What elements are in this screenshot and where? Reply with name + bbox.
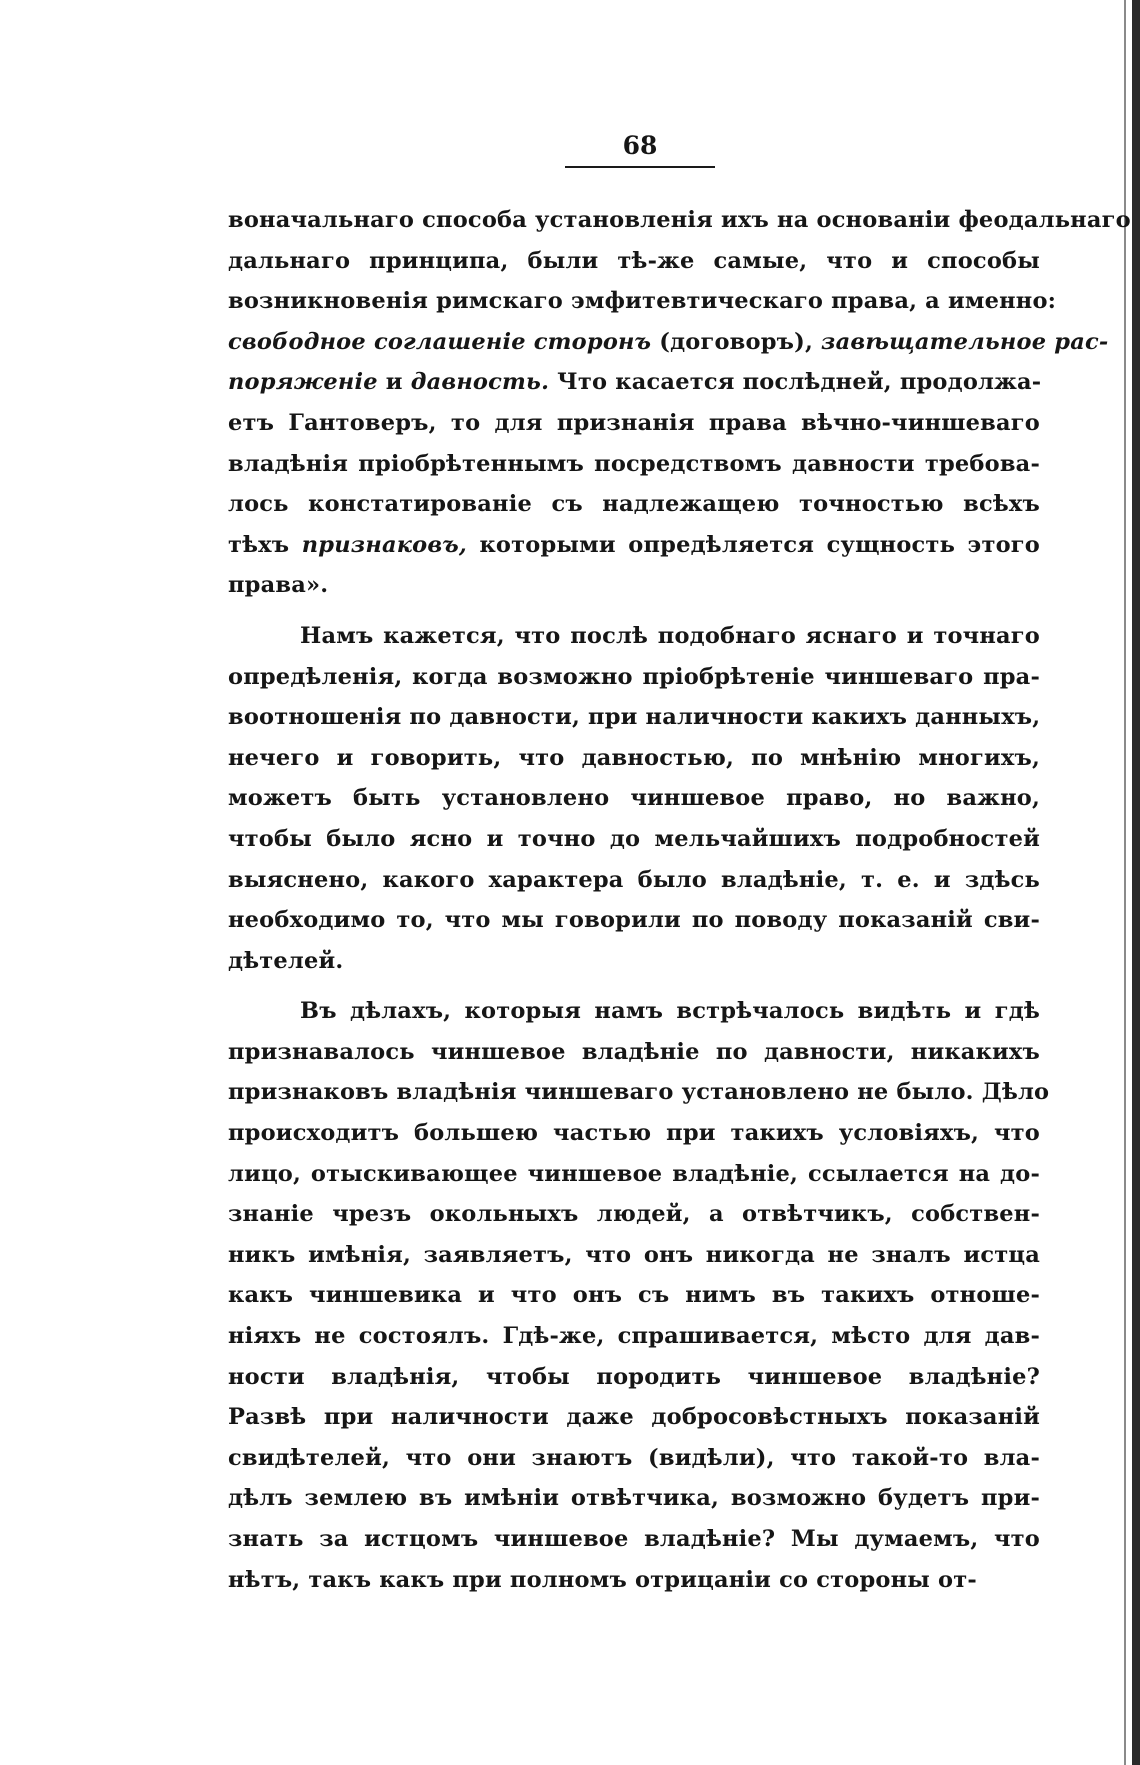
- text-line: [228, 1072, 1050, 1113]
- text-line: [228, 1032, 1040, 1073]
- text-line: [228, 444, 1040, 485]
- text-segment: дальнаго принципа, были тѣ-же самые, что и способы: [228, 247, 1040, 274]
- text-segment: Намъ кажется, что послѣ подобнаго яснаго и точнаго: [300, 622, 1040, 649]
- text-line: [228, 1275, 1040, 1316]
- text-segment: ности владѣнія, чтобы породить чиншевое владѣніе?: [228, 1363, 1040, 1390]
- paragraph-gap: [228, 981, 1040, 991]
- text-line: [228, 200, 1131, 241]
- text-segment: можетъ быть установлено чиншевое право, но важно,: [228, 785, 1040, 812]
- text-line: [228, 484, 1040, 525]
- text-line: [228, 1235, 1040, 1276]
- text-line: [228, 362, 1040, 403]
- text-line: [228, 1316, 1040, 1357]
- text-segment: дѣлъ землею въ имѣніи отвѣтчика, возможно будетъ при-: [228, 1485, 1040, 1512]
- text-segment: признаковъ владѣнія чиншеваго установлено не было. Дѣло: [228, 1079, 1050, 1106]
- text-line: [228, 1560, 1040, 1601]
- text-line: [228, 1519, 1040, 1560]
- paragraph: [228, 616, 1040, 981]
- text-segment: Что касается послѣдней, продолжа-: [549, 369, 1042, 396]
- text-segment: никъ имѣнія, заявляетъ, что онъ никогда не зналъ истца: [228, 1241, 1040, 1268]
- text-line: [228, 991, 1040, 1032]
- page-edge-line: [1124, 0, 1126, 1765]
- text-segment: воотношенія по давности, при наличности какихъ данныхъ,: [228, 704, 1041, 731]
- italic-text: поряженіе: [228, 369, 378, 396]
- text-line: [228, 565, 1040, 606]
- text-segment: происходитъ большею частью при такихъ условіяхъ, что: [228, 1120, 1040, 1147]
- text-segment: необходимо то, что мы говорили по поводу показаній сви-: [228, 907, 1040, 934]
- text-line: [228, 778, 1040, 819]
- paragraph: [228, 200, 1131, 606]
- text-line: [228, 941, 1040, 982]
- text-segment: воначальнаго способа установленія ихъ на основаніи феодальнаго: [228, 207, 1131, 233]
- text-segment: (договоръ),: [651, 328, 822, 355]
- text-line: [228, 657, 1040, 698]
- text-line: [228, 616, 1040, 657]
- text-segment: етъ Гантоверъ, то для признанія права вѣчно-чиншеваго: [228, 409, 1040, 436]
- text-line: [228, 1397, 1040, 1438]
- text-segment: признавалось чиншевое владѣніе по давности, никакихъ: [228, 1038, 1040, 1065]
- text-line: [228, 525, 1040, 566]
- text-segment: лось констатированіе съ надлежащею точностью всѣхъ: [228, 491, 1040, 518]
- text-line: [228, 1478, 1040, 1519]
- body-text: [228, 200, 1131, 1600]
- text-line: [228, 1194, 1040, 1235]
- italic-text: завѣщательное рас-: [821, 328, 1109, 355]
- text-line: [228, 1113, 1040, 1154]
- text-line: [228, 322, 1109, 363]
- text-segment: нѣтъ, такъ какъ при полномъ отрицаніи со стороны от-: [228, 1566, 977, 1593]
- text-segment: которыми опредѣляется сущность этого: [466, 531, 1040, 558]
- text-segment: лицо, отыскивающее чиншевое владѣніе, ссылается на до-: [228, 1160, 1040, 1187]
- text-line: [228, 819, 1040, 860]
- text-segment: опредѣленія, когда возможно пріобрѣтеніе чиншеваго пра-: [228, 663, 1040, 690]
- text-segment: нечего и говорить, что давностью, по мнѣнію многихъ,: [228, 744, 1040, 771]
- text-line: [228, 900, 1040, 941]
- text-segment: и: [377, 369, 411, 396]
- page-number-rule: [565, 166, 715, 168]
- text-line: [228, 241, 1040, 282]
- text-segment: права».: [228, 572, 329, 599]
- text-segment: Въ дѣлахъ, которыя намъ встрѣчалось видѣть и гдѣ: [300, 998, 1040, 1025]
- text-segment: тѣхъ: [228, 531, 302, 558]
- text-segment: Развѣ при наличности даже добросовѣстныхъ показаній: [228, 1404, 1040, 1431]
- text-line: [228, 1438, 1040, 1479]
- paragraph-gap: [228, 606, 1040, 616]
- text-segment: дѣтелей.: [228, 947, 344, 974]
- text-line: [228, 738, 1040, 779]
- text-line: [228, 1154, 1040, 1195]
- text-line: [228, 403, 1040, 444]
- text-segment: знать за истцомъ чиншевое владѣніе? Мы думаемъ, что: [228, 1526, 1040, 1552]
- text-segment: владѣнія пріобрѣтеннымъ посредствомъ давности требова-: [228, 450, 1040, 477]
- italic-text: признаковъ,: [301, 531, 467, 558]
- text-segment: возникновенія римскаго эмфитевтическаго права, а именно:: [228, 288, 1057, 315]
- page-edge-shadow: [1132, 0, 1140, 1765]
- text-segment: свидѣтелей, что они знаютъ (видѣли), что такой-то вла-: [228, 1444, 1040, 1471]
- italic-text: свободное соглашеніе сторонъ: [228, 328, 652, 355]
- italic-text: давность.: [410, 369, 550, 396]
- text-segment: выяснено, какого характера было владѣніе, т. е. и здѣсь: [228, 866, 1040, 893]
- text-line: [228, 1357, 1040, 1398]
- text-line: [228, 860, 1040, 901]
- text-line: [228, 697, 1040, 738]
- text-line: [228, 281, 1057, 322]
- text-segment: какъ чиншевика и что онъ съ нимъ въ такихъ отноше-: [228, 1282, 1040, 1309]
- text-segment: ніяхъ не состоялъ. Гдѣ-же, спрашивается, мѣсто для дав-: [228, 1323, 1040, 1350]
- text-segment: знаніе чрезъ окольныхъ людей, а отвѣтчикъ, собствен-: [228, 1201, 1040, 1228]
- paragraph: [228, 991, 1050, 1600]
- text-segment: чтобы было ясно и точно до мельчайшихъ подробностей: [228, 825, 1040, 852]
- page-number: 68: [622, 131, 658, 160]
